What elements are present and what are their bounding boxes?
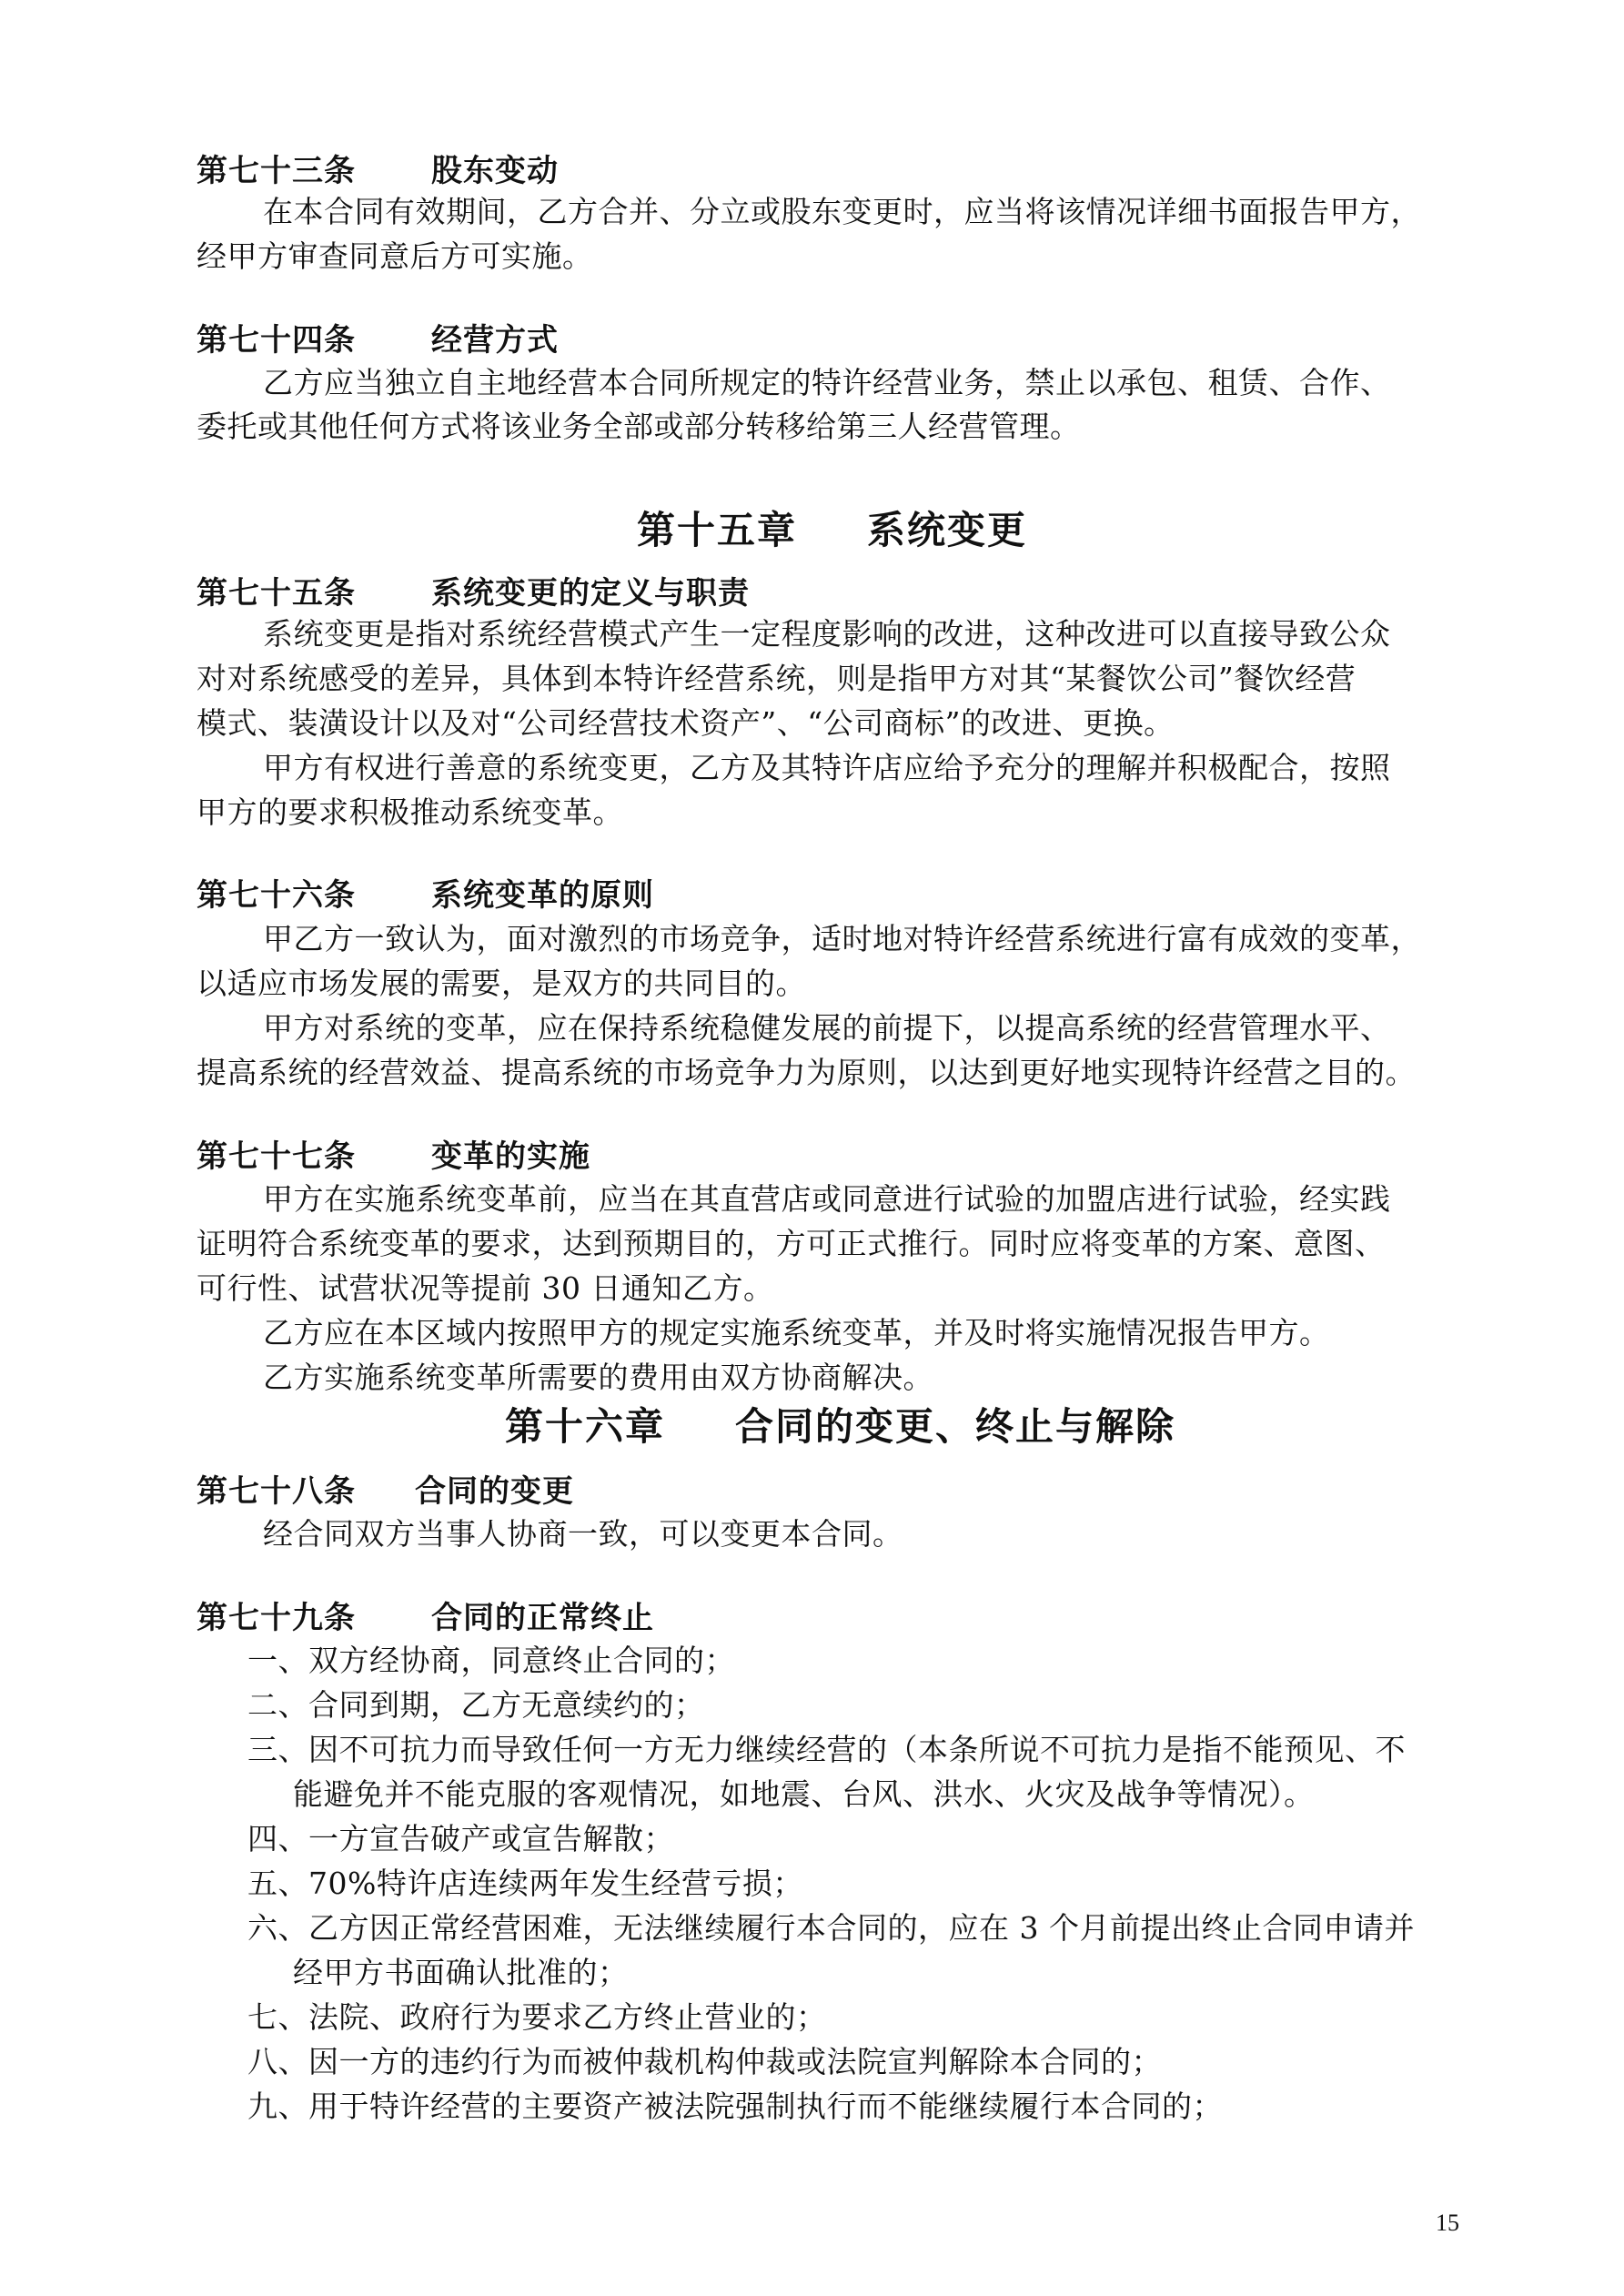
article-76-number: 第七十六条 [197, 877, 356, 914]
chapter-15-heading [637, 506, 1028, 555]
article-79-number: 第七十九条 [197, 1600, 356, 1636]
article-79-item-7: 七、法院、政府行为要求乙方终止营业的； [247, 1999, 827, 2035]
article-78-heading [197, 1472, 574, 1512]
article-73-line-1: 在本合同有效期间，乙方合并、分立或股东变更时，应当将该情况详细书面报告甲方， [263, 194, 1421, 229]
chapter-16-title: 合同的变更、终止与解除 [735, 1404, 1176, 1449]
article-73-number: 第七十三条 [197, 153, 356, 189]
article-76-heading [197, 875, 654, 915]
article-76-line-4: 提高系统的经营效益、提高系统的市场竞争力为原则，以达到更好地实现特许经营之目的。 [197, 1055, 1416, 1090]
article-75-line-1: 系统变更是指对系统经营模式产生一定程度影响的改进，这种改进可以直接导致公众 [263, 616, 1391, 652]
article-77-line-2: 证明符合系统变革的要求，达到预期目的，方可正式推行。同时应将变革的方案、意图、 [197, 1226, 1386, 1261]
article-79-item-3-cont: 能避免并不能克服的客观情况，如地震、台风、洪水、火灾及战争等情况）。 [293, 1776, 1315, 1812]
article-74-heading [197, 320, 559, 360]
article-75-line-4: 甲方有权进行善意的系统变更，乙方及其特许店应给予充分的理解并积极配合，按照 [263, 750, 1391, 785]
article-78-line-1: 经合同双方当事人协商一致，可以变更本合同。 [263, 1516, 903, 1552]
article-77-heading [197, 1137, 590, 1177]
article-75-line-2: 对对系统感受的差异，具体到本特许经营系统，则是指甲方对其“某餐饮公司”餐饮经营 [197, 661, 1357, 696]
article-76-line-2: 以适应市场发展的需要，是双方的共同目的。 [197, 966, 806, 1001]
article-77-line-1: 甲方在实施系统变革前，应当在其直营店或同意进行试验的加盟店进行试验，经实践 [263, 1181, 1391, 1217]
article-79-item-3: 三、因不可抗力而导致任何一方无力继续经营的（本条所说不可抗力是指不能预见、不 [247, 1732, 1406, 1767]
article-79-item-2: 二、合同到期，乙方无意续约的； [247, 1687, 705, 1723]
article-79-heading [197, 1598, 654, 1638]
article-78-title: 合同的变更 [415, 1473, 574, 1510]
page-number: 15 [1436, 2210, 1459, 2236]
article-75-number: 第七十五条 [197, 575, 356, 612]
article-79-item-6-cont: 经甲方书面确认批准的； [293, 1955, 629, 1990]
article-73-title: 股东变动 [431, 153, 559, 189]
chapter-15-number: 第十五章 [637, 508, 798, 552]
article-79-item-5: 五、70%特许店连续两年发生经营亏损； [247, 1866, 803, 1901]
article-75-line-5: 甲方的要求积极推动系统变革。 [197, 794, 623, 830]
article-76-line-1: 甲乙方一致认为，面对激烈的市场竞争，适时地对特许经营系统进行富有成效的变革， [263, 921, 1421, 956]
article-74-number: 第七十四条 [197, 322, 356, 359]
article-73-heading [197, 151, 559, 191]
article-79-item-6: 六、乙方因正常经营困难，无法继续履行本合同的，应在 3 个月前提出终止合同申请并 [247, 1910, 1415, 1946]
article-74-line-1: 乙方应当独立自主地经营本合同所规定的特许经营业务，禁止以承包、租赁、合作、 [263, 365, 1391, 400]
article-75-title: 系统变更的定义与职责 [431, 575, 750, 612]
article-74-line-2: 委托或其他任何方式将该业务全部或部分转移给第三人经营管理。 [197, 409, 1081, 444]
article-77-number: 第七十七条 [197, 1138, 356, 1175]
article-77-line-4: 乙方应在本区域内按照甲方的规定实施系统变革，并及时将实施情况报告甲方。 [263, 1315, 1330, 1350]
chapter-15-title: 系统变更 [867, 508, 1028, 552]
article-74-title: 经营方式 [431, 322, 559, 359]
article-76-title: 系统变革的原则 [431, 877, 654, 914]
article-78-number: 第七十八条 [197, 1473, 356, 1510]
chapter-16-heading [505, 1402, 1176, 1451]
article-79-item-9: 九、用于特许经营的主要资产被法院强制执行而不能继续履行本合同的； [247, 2089, 1223, 2124]
article-79-item-8: 八、因一方的违约行为而被仲裁机构仲裁或法院宣判解除本合同的； [247, 2044, 1162, 2079]
article-77-title: 变革的实施 [431, 1138, 590, 1175]
article-79-item-4: 四、一方宣告破产或宣告解散； [247, 1821, 674, 1856]
article-76-line-3: 甲方对系统的变革，应在保持系统稳健发展的前提下，以提高系统的经营管理水平、 [263, 1010, 1391, 1046]
chapter-16-number: 第十六章 [505, 1404, 666, 1449]
article-77-line-3: 可行性、试营状况等提前 30 日通知乙方。 [197, 1270, 774, 1306]
article-79-title: 合同的正常终止 [431, 1600, 654, 1636]
article-75-line-3: 模式、装潢设计以及对“公司经营技术资产”、“公司商标”的改进、更换。 [197, 705, 1175, 741]
article-73-line-2: 经甲方审查同意后方可实施。 [197, 238, 593, 274]
article-79-item-1: 一、双方经协商，同意终止合同的； [247, 1643, 735, 1678]
article-75-heading [197, 573, 750, 613]
article-77-line-5: 乙方实施系统变革所需要的费用由双方协商解决。 [263, 1360, 933, 1395]
